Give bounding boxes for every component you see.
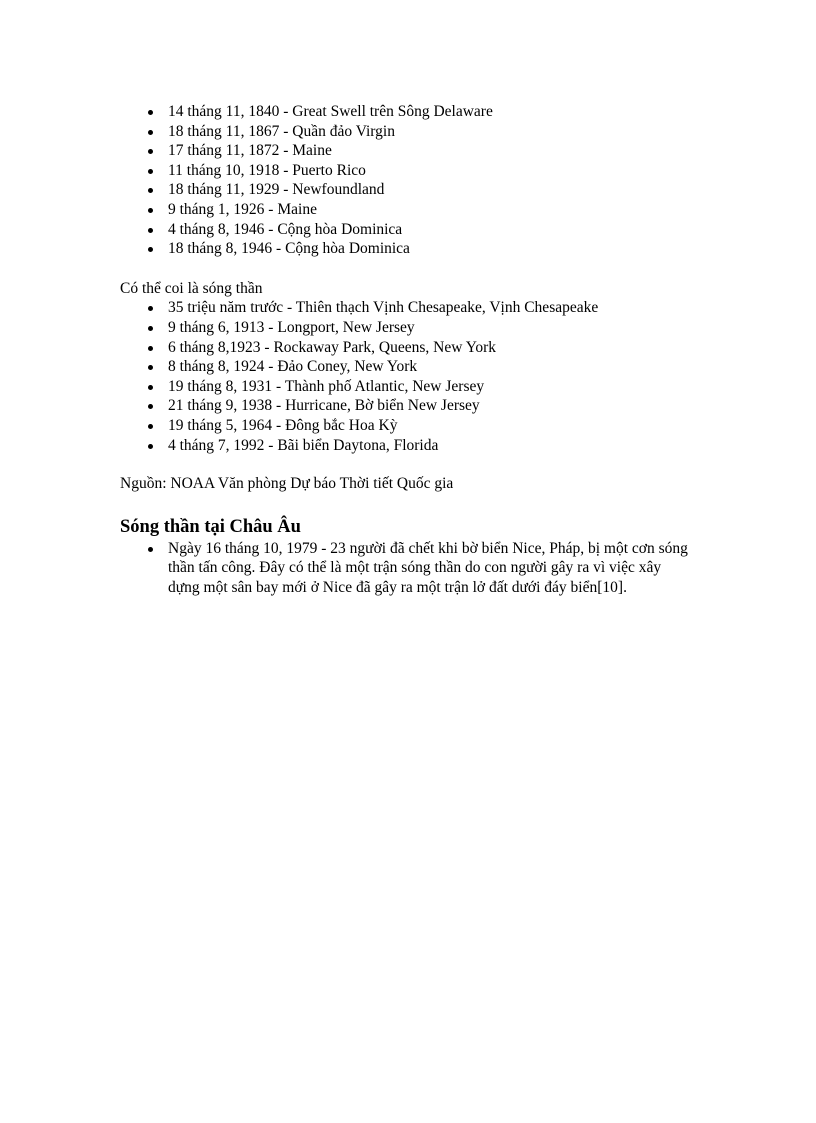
section-heading-europe: Sóng thần tại Châu Âu [120, 516, 301, 537]
document-content [120, 102, 700, 597]
list-item: 11 tháng 10, 1918 - Puerto Rico [168, 161, 700, 181]
list-item: 9 tháng 1, 1926 - Maine [168, 200, 700, 220]
possible-tsunami-label: Có thể coi là sóng thần [120, 279, 263, 297]
source-note: Nguồn: NOAA Văn phòng Dự báo Thời tiết Quốc gia [120, 475, 454, 493]
tsunami-list-europe [120, 539, 700, 598]
tsunami-list-possible [120, 298, 700, 455]
list-item: 35 triệu năm trước - Thiên thạch Vịnh Chesapeake, Vịnh Chesapeake [168, 298, 700, 318]
list-item: 21 tháng 9, 1938 - Hurricane, Bờ biển New Jersey [168, 396, 700, 416]
list-item: 18 tháng 8, 1946 - Cộng hòa Dominica [168, 239, 700, 259]
list-item: 19 tháng 5, 1964 - Đông bắc Hoa Kỳ [168, 416, 700, 436]
list-item: 19 tháng 8, 1931 - Thành phố Atlantic, New Jersey [168, 377, 700, 397]
list-item: 9 tháng 6, 1913 - Longport, New Jersey [168, 318, 700, 338]
tsunami-list-confirmed [120, 102, 700, 259]
list-item: 18 tháng 11, 1929 - Newfoundland [168, 180, 700, 200]
list-item: 18 tháng 11, 1867 - Quần đảo Virgin [168, 122, 700, 142]
list-item: 8 tháng 8, 1924 - Đảo Coney, New York [168, 357, 700, 377]
list-item: 6 tháng 8,1923 - Rockaway Park, Queens, New York [168, 338, 700, 358]
list-item: 4 tháng 7, 1992 - Bãi biển Daytona, Florida [168, 436, 700, 456]
list-item: 14 tháng 11, 1840 - Great Swell trên Sông Delaware [168, 102, 700, 122]
list-item: 4 tháng 8, 1946 - Cộng hòa Dominica [168, 220, 700, 240]
list-item: Ngày 16 tháng 10, 1979 - 23 người đã chết khi bờ biển Nice, Pháp, bị một cơn sóng thần tấn công. Đây có thể là một trận sóng thần do con người gây ra vì việc xây dựng một sân bay mới ở Nice đã gây ra một trận lở đất dưới đáy biển[10]. [168, 539, 688, 596]
list-item: 17 tháng 11, 1872 - Maine [168, 141, 700, 161]
